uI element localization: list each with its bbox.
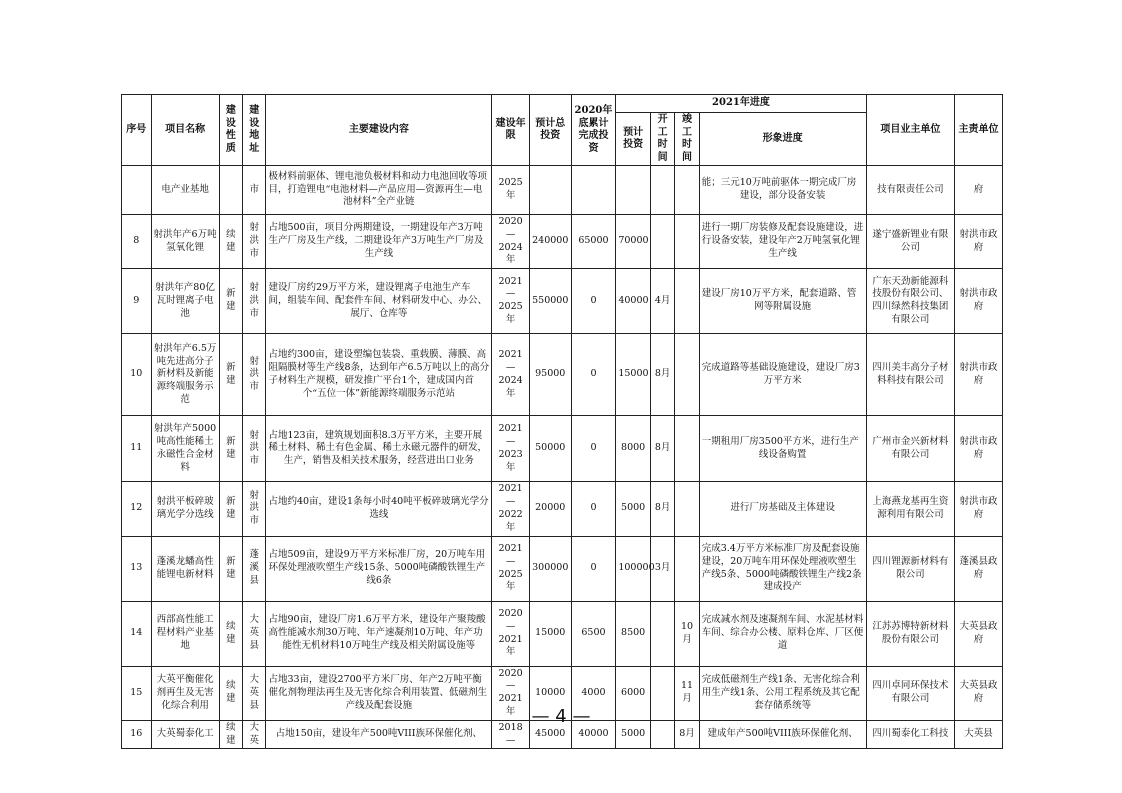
cell-content: 占地123亩，建筑规划面积8.3万平方米，主要开展稀土材料、稀土有色金属、稀土永磁元器件的研发，生产，销售及相关技术服务，经营进出口业务 <box>266 416 492 482</box>
cell-cumulative: 65000 <box>571 215 616 269</box>
header-progress-2021: 2021年进度 <box>616 95 866 113</box>
cell-start: 3月 <box>650 536 674 601</box>
cell-total: 95000 <box>529 334 571 416</box>
cell-owner: 上海燕龙基再生资源利用有限公司 <box>866 482 955 536</box>
cell-content: 占地500亩，项目分两期建设，一期建设年产3万吨生产厂房及生产线，二期建设年产3万吨生产厂房及生产线 <box>266 215 492 269</box>
header-image-progress: 形象进度 <box>699 113 866 166</box>
cell-period: 2021—2022年 <box>492 482 530 536</box>
cell-est-invest: 70000 <box>616 215 651 269</box>
cell-name: 西部高性能工程材料产业基地 <box>151 601 219 666</box>
cell-type: 新建 <box>219 334 242 416</box>
table-row <box>122 482 1003 536</box>
cell-est-invest: 40000 <box>616 269 651 334</box>
cell-finish <box>675 482 699 536</box>
cell-cumulative <box>571 166 616 215</box>
cell-total: 550000 <box>529 269 571 334</box>
header-start: 开工时间 <box>650 113 674 166</box>
cell-location: 射洪市 <box>243 215 266 269</box>
cell-start: 8月 <box>650 482 674 536</box>
cell-location: 射洪市 <box>243 334 266 416</box>
cell-type: 新建 <box>219 536 242 601</box>
cell-location: 市 <box>243 166 266 215</box>
cell-finish <box>675 536 699 601</box>
cell-content: 极材料前驱体、锂电池负极材料和动力电池回收等项目，打造锂电“电池材料—产品应用—资源再生—电池材料”全产业链 <box>266 166 492 215</box>
cell-finish <box>675 416 699 482</box>
cell-name: 电产业基地 <box>151 166 219 215</box>
cell-start <box>650 215 674 269</box>
cell-name: 射洪年产5000吨高性能稀土永磁性合金材料 <box>151 416 219 482</box>
cell-seq: 14 <box>122 601 152 666</box>
cell-finish <box>675 215 699 269</box>
cell-period: 2021—2024年 <box>492 334 530 416</box>
cell-cumulative: 6500 <box>571 601 616 666</box>
cell-content: 占地90亩，建设厂房1.6万平方米，建设年产聚羧酸高性能减水剂30万吨、年产速凝剂10万吨、年产功能性无机材料10万吨生产线及相关附属设施等 <box>266 601 492 666</box>
cell-location: 大英 <box>243 720 266 749</box>
cell-content: 占地509亩，建设9万平方米标准厂房，20万吨车用环保处理液吹塑生产线15条、5000吨磷酸铁锂生产线6条 <box>266 536 492 601</box>
cell-period: 2025年 <box>492 166 530 215</box>
cell-period: 2021—2025年 <box>492 536 530 601</box>
cell-seq <box>122 166 152 215</box>
cell-cumulative: 0 <box>571 334 616 416</box>
header-responsible: 主责单位 <box>955 95 1003 166</box>
cell-finish <box>675 166 699 215</box>
cell-est-invest: 5000 <box>616 482 651 536</box>
cell-progress: 建设厂房10万平方米，配套道路、管网等附属设施 <box>699 269 866 334</box>
cell-responsible: 射洪市政府 <box>955 416 1003 482</box>
cell-total: 15000 <box>529 601 571 666</box>
cell-owner: 四川锂源新材料有限公司 <box>866 536 955 601</box>
cell-type <box>219 166 242 215</box>
cell-seq: 8 <box>122 215 152 269</box>
cell-start: 4月 <box>650 269 674 334</box>
cell-seq: 9 <box>122 269 152 334</box>
cell-type: 新建 <box>219 482 242 536</box>
cell-location: 大英县 <box>243 666 266 720</box>
cell-name: 射洪年产6万吨氢氧化锂 <box>151 215 219 269</box>
cell-location: 射洪市 <box>243 482 266 536</box>
cell-finish <box>675 334 699 416</box>
cell-progress: 完成3.4万平方米标准厂房及配套设施建设，20万吨车用环保处理液吹塑生产线5条、5000吨磷酸铁锂生产线2条建成投产 <box>699 536 866 601</box>
cell-progress: 能；三元10万吨前驱体一期完成厂房建设，部分设备安装 <box>699 166 866 215</box>
cell-period: 2020—2021年 <box>492 601 530 666</box>
cell-name: 蓬溪龙蟠高性能锂电新材料 <box>151 536 219 601</box>
cell-seq: 13 <box>122 536 152 601</box>
cell-total: 10000 <box>529 666 571 720</box>
header-total: 预计总投资 <box>529 95 571 166</box>
cell-progress: 完成减水剂及速凝剂车间、水泥基材料车间、综合办公楼、原料仓库、厂区便道 <box>699 601 866 666</box>
cell-name: 大英平衡催化剂再生及无害化综合利用 <box>151 666 219 720</box>
cell-content: 占地150亩，建设年产500吨VIII族环保催化剂、 <box>266 720 492 749</box>
cell-responsible: 射洪市政府 <box>955 215 1003 269</box>
cell-est-invest: 8500 <box>616 601 651 666</box>
cell-est-invest: 100000 <box>616 536 651 601</box>
table-row <box>122 334 1003 416</box>
header-seq: 序号 <box>122 95 152 166</box>
cell-progress: 建成年产500吨VIII族环保催化剂、 <box>699 720 866 749</box>
cell-progress: 进行厂房基础及主体建设 <box>699 482 866 536</box>
cell-responsible: 射洪市政府 <box>955 334 1003 416</box>
cell-est-invest: 6000 <box>616 666 651 720</box>
cell-total: 300000 <box>529 536 571 601</box>
cell-progress: 进行一期厂房装修及配套设施建设，进行设备安装，建设年产2万吨氢氧化锂生产线 <box>699 215 866 269</box>
cell-owner: 技有限责任公司 <box>866 166 955 215</box>
cell-owner: 四川蜀泰化工科技 <box>866 720 955 749</box>
cell-content: 占地约300亩，建设塑编包装袋、重载膜、薄膜、高阻隔膜材等生产线8条，达到年产6.5万吨以上的高分子材料生产规模，研发推广平台1个，建成国内首个“五位一体”新能源终端服务示范站 <box>266 334 492 416</box>
cell-period: 2020—2021年 <box>492 666 530 720</box>
cell-finish: 11月 <box>675 666 699 720</box>
project-table <box>121 94 1003 749</box>
cell-location: 蓬溪县 <box>243 536 266 601</box>
cell-seq: 11 <box>122 416 152 482</box>
cell-type: 续建 <box>219 720 242 749</box>
cell-finish: 8月 <box>675 720 699 749</box>
cell-est-invest: 15000 <box>616 334 651 416</box>
header-content: 主要建设内容 <box>266 95 492 166</box>
cell-est-invest <box>616 166 651 215</box>
header-owner: 项目业主单位 <box>866 95 955 166</box>
cell-name: 大英蜀泰化工 <box>151 720 219 749</box>
cell-content: 建设厂房约29万平方米，建设锂离子电池生产车间，组装车间、配套件车间、材料研发中心、办公、展厅、仓库等 <box>266 269 492 334</box>
cell-cumulative: 0 <box>571 416 616 482</box>
cell-cumulative: 40000 <box>571 720 616 749</box>
cell-owner: 江苏苏博特新材料股份有限公司 <box>866 601 955 666</box>
cell-cumulative: 0 <box>571 482 616 536</box>
cell-responsible: 大英县 <box>955 720 1003 749</box>
cell-content: 占地33亩，建设2700平方米厂房、年产2万吨平衡催化剂物理法再生及无害化综合利用装置、低磁剂生产线及配套设施 <box>266 666 492 720</box>
cell-total: 45000 <box>529 720 571 749</box>
header-cumulative: 2020年底累计完成投资 <box>571 95 616 166</box>
cell-seq: 15 <box>122 666 152 720</box>
cell-est-invest: 5000 <box>616 720 651 749</box>
cell-owner: 遂宁盛新锂业有限公司 <box>866 215 955 269</box>
cell-progress: 完成道路等基础设施建设，建设厂房3万平方米 <box>699 334 866 416</box>
header-period: 建设年限 <box>492 95 530 166</box>
cell-owner: 广州市金兴新材料有限公司 <box>866 416 955 482</box>
page-number: — 4 — <box>531 706 591 727</box>
cell-start <box>650 601 674 666</box>
cell-responsible: 射洪市政府 <box>955 482 1003 536</box>
cell-name: 射洪年产80亿瓦时锂离子电池 <box>151 269 219 334</box>
cell-cumulative: 0 <box>571 269 616 334</box>
cell-type: 新建 <box>219 269 242 334</box>
header-finish: 竣工时间 <box>675 113 699 166</box>
cell-type: 续建 <box>219 666 242 720</box>
cell-type: 新建 <box>219 416 242 482</box>
table-row <box>122 536 1003 601</box>
header-location: 建设地址 <box>243 95 266 166</box>
cell-start: 8月 <box>650 416 674 482</box>
cell-content: 占地约40亩，建设1条每小时40吨平板碎玻璃光学分选线 <box>266 482 492 536</box>
cell-total: 240000 <box>529 215 571 269</box>
table-row <box>122 416 1003 482</box>
header-est-invest: 预计投资 <box>616 113 651 166</box>
cell-total <box>529 166 571 215</box>
cell-name: 射洪平板碎玻璃光学分选线 <box>151 482 219 536</box>
cell-owner: 四川卓同环保技术有限公司 <box>866 666 955 720</box>
cell-seq: 12 <box>122 482 152 536</box>
cell-responsible: 府 <box>955 166 1003 215</box>
cell-start <box>650 166 674 215</box>
cell-total: 20000 <box>529 482 571 536</box>
cell-location: 射洪市 <box>243 416 266 482</box>
cell-start: 8月 <box>650 334 674 416</box>
cell-name: 射洪年产6.5万吨先进高分子新材料及新能源终端服务示范 <box>151 334 219 416</box>
cell-cumulative: 0 <box>571 536 616 601</box>
table-row <box>122 166 1003 215</box>
cell-responsible: 蓬溪县政府 <box>955 536 1003 601</box>
cell-progress: 一期租用厂房3500平方米，进行生产线设备购置 <box>699 416 866 482</box>
cell-responsible: 大英县政府 <box>955 666 1003 720</box>
cell-seq: 16 <box>122 720 152 749</box>
cell-period: 2021—2023年 <box>492 416 530 482</box>
cell-owner: 广东天劲新能源科技股份有限公司、四川绿然科技集团有限公司 <box>866 269 955 334</box>
cell-location: 大英县 <box>243 601 266 666</box>
cell-est-invest: 8000 <box>616 416 651 482</box>
table-row <box>122 215 1003 269</box>
cell-total: 50000 <box>529 416 571 482</box>
cell-type: 续建 <box>219 215 242 269</box>
cell-period: 2021—2025年 <box>492 269 530 334</box>
header-name: 项目名称 <box>151 95 219 166</box>
cell-finish: 10月 <box>675 601 699 666</box>
cell-cumulative: 4000 <box>571 666 616 720</box>
cell-seq: 10 <box>122 334 152 416</box>
cell-responsible: 大英县政府 <box>955 601 1003 666</box>
cell-type: 续建 <box>219 601 242 666</box>
cell-location: 射洪市 <box>243 269 266 334</box>
cell-period: 2020—2024年 <box>492 215 530 269</box>
table-row <box>122 601 1003 666</box>
cell-owner: 四川美丰高分子材料科技有限公司 <box>866 334 955 416</box>
cell-finish <box>675 269 699 334</box>
table-row <box>122 269 1003 334</box>
cell-period: 2018— <box>492 720 530 749</box>
header-type: 建设性质 <box>219 95 242 166</box>
cell-responsible: 射洪市政府 <box>955 269 1003 334</box>
cell-progress: 完成低磁剂生产线1条、无害化综合利用生产线1条、公用工程系统及其它配套存储系统等 <box>699 666 866 720</box>
